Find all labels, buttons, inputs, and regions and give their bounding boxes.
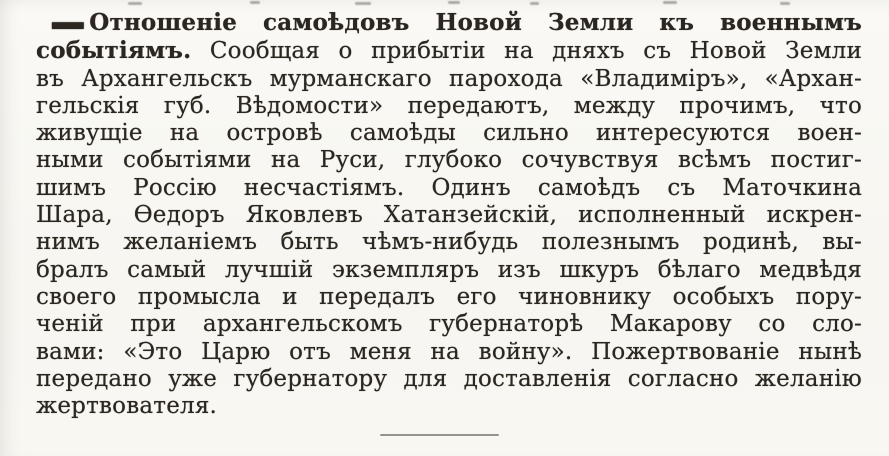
scan-artifact xyxy=(355,2,371,5)
text-line xyxy=(36,147,862,174)
text-line-content: ченій при архангельскомъ губернаторѣ Макарову со сло- xyxy=(36,311,862,338)
text-line xyxy=(36,366,862,393)
text-line xyxy=(36,175,862,202)
text-line-content: гельскія губ. Вѣдомости» передаютъ, между прочимъ, что xyxy=(36,92,862,119)
text-line-content: бралъ самый лучшій экземпляръ изъ шкуръ бѣлаго медвѣдя xyxy=(36,256,862,283)
text-line xyxy=(36,66,862,93)
text-line-content: живущіе на островѣ самоѣды сильно интересуются воен- xyxy=(36,120,862,147)
text-line-content: вами: «Это Царю отъ меня на войну». Пожертвованіе нынѣ xyxy=(36,338,862,365)
text-line-content: ными событіями на Руси, глубоко сочувствуя всѣмъ постиг- xyxy=(36,147,862,174)
article-text-column xyxy=(36,0,862,420)
scan-artifact xyxy=(780,2,790,5)
text-line xyxy=(36,393,862,420)
scan-artifact xyxy=(128,2,142,5)
text-line-content: въ Архангельскъ мурманскаго парохода «Владиміръ», «Архан- xyxy=(36,65,862,92)
text-line-content: шимъ Россію несчастіямъ. Одинъ самоѣдъ съ Маточкина xyxy=(36,174,862,201)
scan-artifact xyxy=(663,1,677,4)
article-heading: Отношеніе самоѣдовъ Новой Земли къ военнымъ xyxy=(89,9,862,36)
text-line xyxy=(36,229,862,256)
text-line-content: Сообщая о прибытіи на дняхъ съ Новой Земли xyxy=(191,38,862,65)
text-line-content: своего промысла и передалъ его чиновнику особыхъ пору- xyxy=(36,283,862,310)
text-line xyxy=(36,37,862,65)
text-line xyxy=(36,311,862,338)
scan-artifact xyxy=(250,1,260,4)
lead-dash: — xyxy=(50,0,86,57)
text-line-content: нимъ желаніемъ быть чѣмъ-нибудь полезнымъ родинѣ, вы- xyxy=(36,229,862,256)
article-heading-continued: событіямъ. xyxy=(36,37,192,65)
scan-artifact xyxy=(530,2,539,5)
text-line-content: жертвователя. xyxy=(36,393,218,420)
text-line-content: передано уже губернатору для доставленія согласно желанію xyxy=(36,365,862,392)
text-line xyxy=(36,93,862,120)
text-line xyxy=(36,257,862,284)
text-line xyxy=(36,202,862,229)
text-line xyxy=(36,120,862,147)
scan-artifact xyxy=(448,1,460,4)
text-line xyxy=(36,339,862,366)
text-line xyxy=(36,284,862,311)
section-divider-rule xyxy=(380,434,499,436)
text-line-content: Шара, Ѳедоръ Яковлевъ Хатанзейскій, исполненный искрен- xyxy=(36,202,862,229)
